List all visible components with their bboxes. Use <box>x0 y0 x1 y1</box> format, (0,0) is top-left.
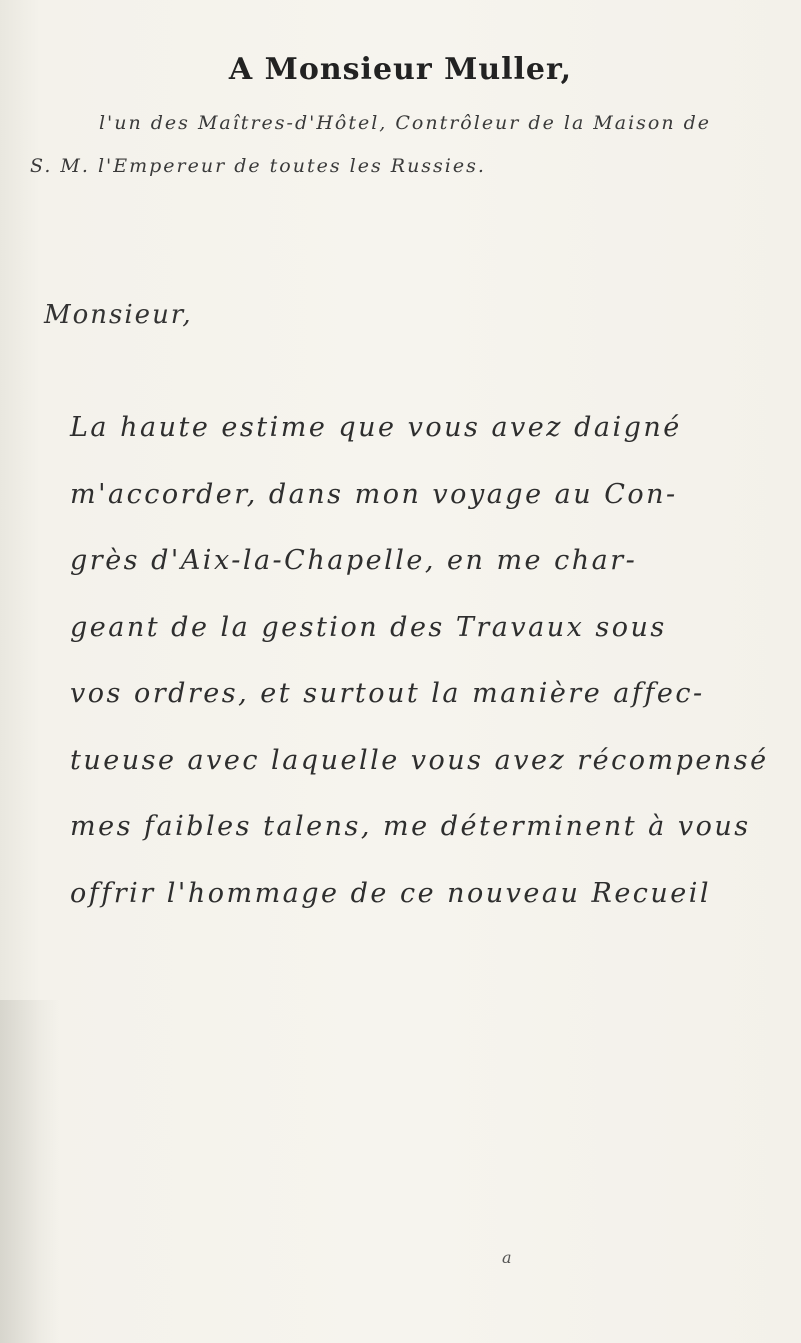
body-line: offrir l'hommage de ce nouveau Recueil <box>70 877 712 909</box>
body-line: vos ordres, et surtout la manière affec- <box>70 678 705 709</box>
body-line: mes faibles talens, me déterminent à vous <box>70 811 751 842</box>
body-line: geant de la gestion des Travaux sous <box>70 611 667 643</box>
salutation: Monsieur, <box>44 300 193 330</box>
body-line: La haute estime que vous avez daigné <box>70 412 682 443</box>
dedication-body <box>70 395 769 927</box>
page-edge-shadow <box>0 1000 60 1343</box>
subtitle-line-1: l'un des Maîtres-d'Hôtel, Contrôleur de la Maison de <box>98 112 712 134</box>
subtitle-line-2: S. M. l'Empereur de toutes les Russies. <box>30 155 486 177</box>
body-line: m'accorder, dans mon voyage au Con- <box>70 478 678 510</box>
dedication-heading: A Monsieur Muller, <box>228 52 573 87</box>
body-line: tueuse avec laquelle vous avez récompensé <box>70 744 769 776</box>
page-signature-mark: a <box>502 1248 512 1267</box>
body-line: grès d'Aix-la-Chapelle, en me char- <box>70 545 638 576</box>
